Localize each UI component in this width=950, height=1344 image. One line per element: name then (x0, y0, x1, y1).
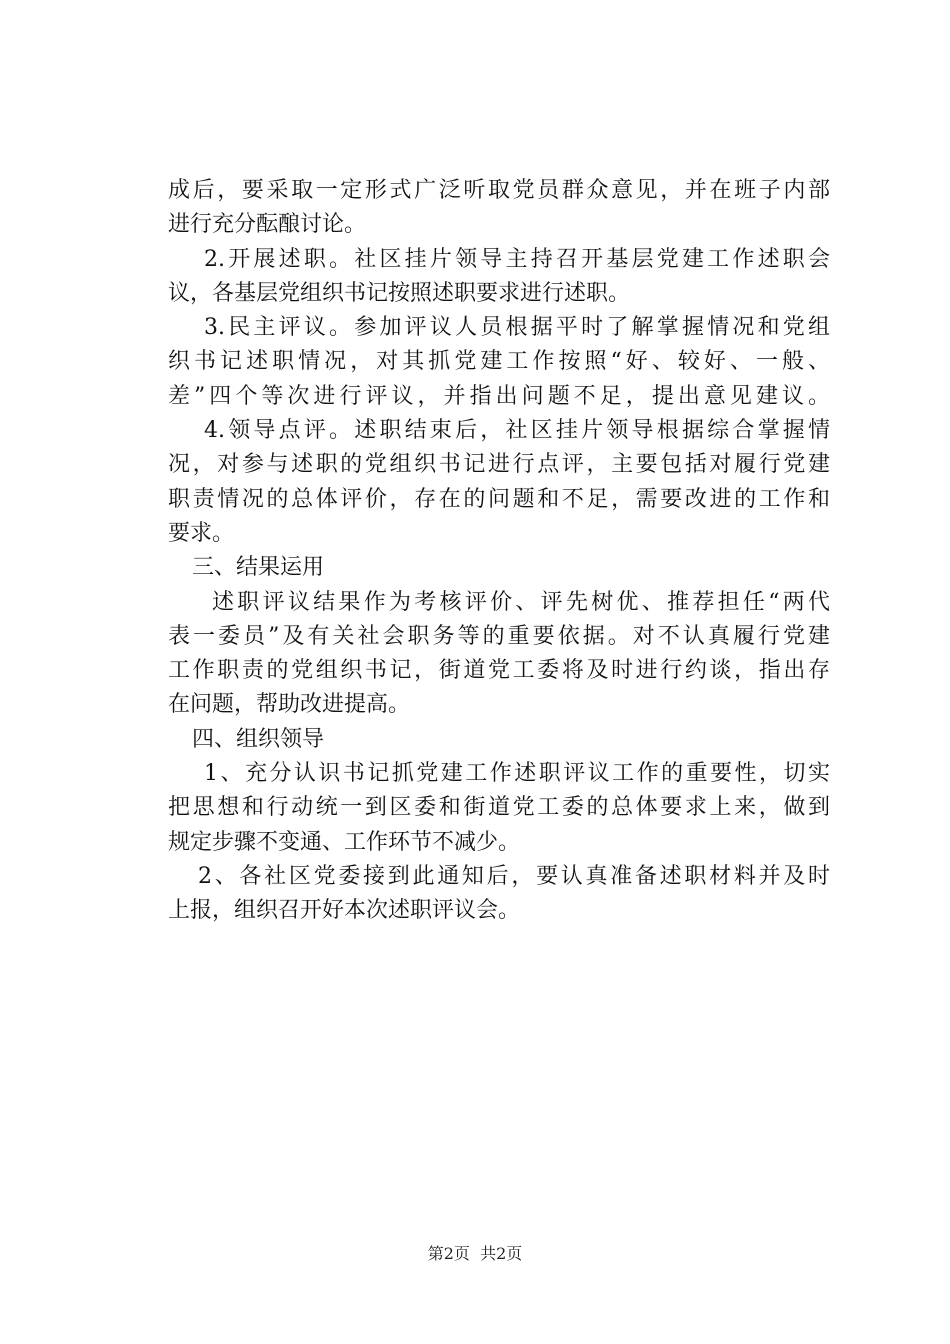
text-line-15: 工作职责的党组织书记，街道党工委将及时进行约谈，指出存 (168, 658, 830, 684)
text-line-16: 在问题，帮助改进提高。 (168, 692, 411, 718)
text-line-5: 3.民主评议。参加评议人员根据平时了解掌握情况和党组 (204, 315, 830, 341)
text-line-20: 规定步骤不变通、工作环节不减少。 (168, 829, 521, 855)
text-line-1: 成后，要采取一定形式广泛听取党员群众意见，并在班子内部 (168, 178, 830, 203)
text-line-10: 职责情况的总体评价，存在的问题和不足，需要改进的工作和 (168, 486, 830, 512)
text-line-4: 议，各基层党组织书记按照述职要求进行述职。 (168, 280, 631, 306)
text-line-22: 上报，组织召开好本次述职评议会。 (168, 898, 521, 924)
text-line-14: 表一委员”及有关社会职务等的重要依据。对不认真履行党建 (168, 623, 830, 649)
text-line-6: 织书记述职情况，对其抓党建工作按照“好、较好、一般、 (168, 349, 830, 375)
text-line-9: 况，对参与述职的党组织书记进行点评，主要包括对履行党建 (168, 452, 830, 478)
text-line-19: 把思想和行动统一到区委和街道党工委的总体要求上来，做到 (168, 795, 830, 821)
page-number-label: 第2页 共2页 (427, 1244, 523, 1263)
text-line-21: 2、各社区党委接到此通知后，要认真准备述职材料并及时 (198, 863, 830, 889)
text-line-13: 述职评议结果作为考核评价、评先树优、推荐担任“两代 (212, 589, 830, 615)
text-line-3: 2.开展述职。社区挂片领导主持召开基层党建工作述职会 (204, 246, 830, 272)
text-line-8: 4.领导点评。述职结束后，社区挂片领导根据综合掌握情 (204, 418, 830, 444)
section-heading-leadership: 四、组织领导 (192, 726, 325, 752)
text-line-7: 差”四个等次进行评议，并指出问题不足，提出意见建议。 (168, 383, 830, 409)
page-footer (0, 1243, 950, 1265)
document-body (168, 174, 830, 929)
text-line-18: 1、充分认识书记抓党建工作述职评议工作的重要性，切实 (204, 761, 830, 787)
section-heading-results: 三、结果运用 (192, 555, 325, 581)
text-line-2: 进行充分酝酿讨论。 (168, 212, 367, 238)
text-line-11: 要求。 (168, 520, 235, 546)
